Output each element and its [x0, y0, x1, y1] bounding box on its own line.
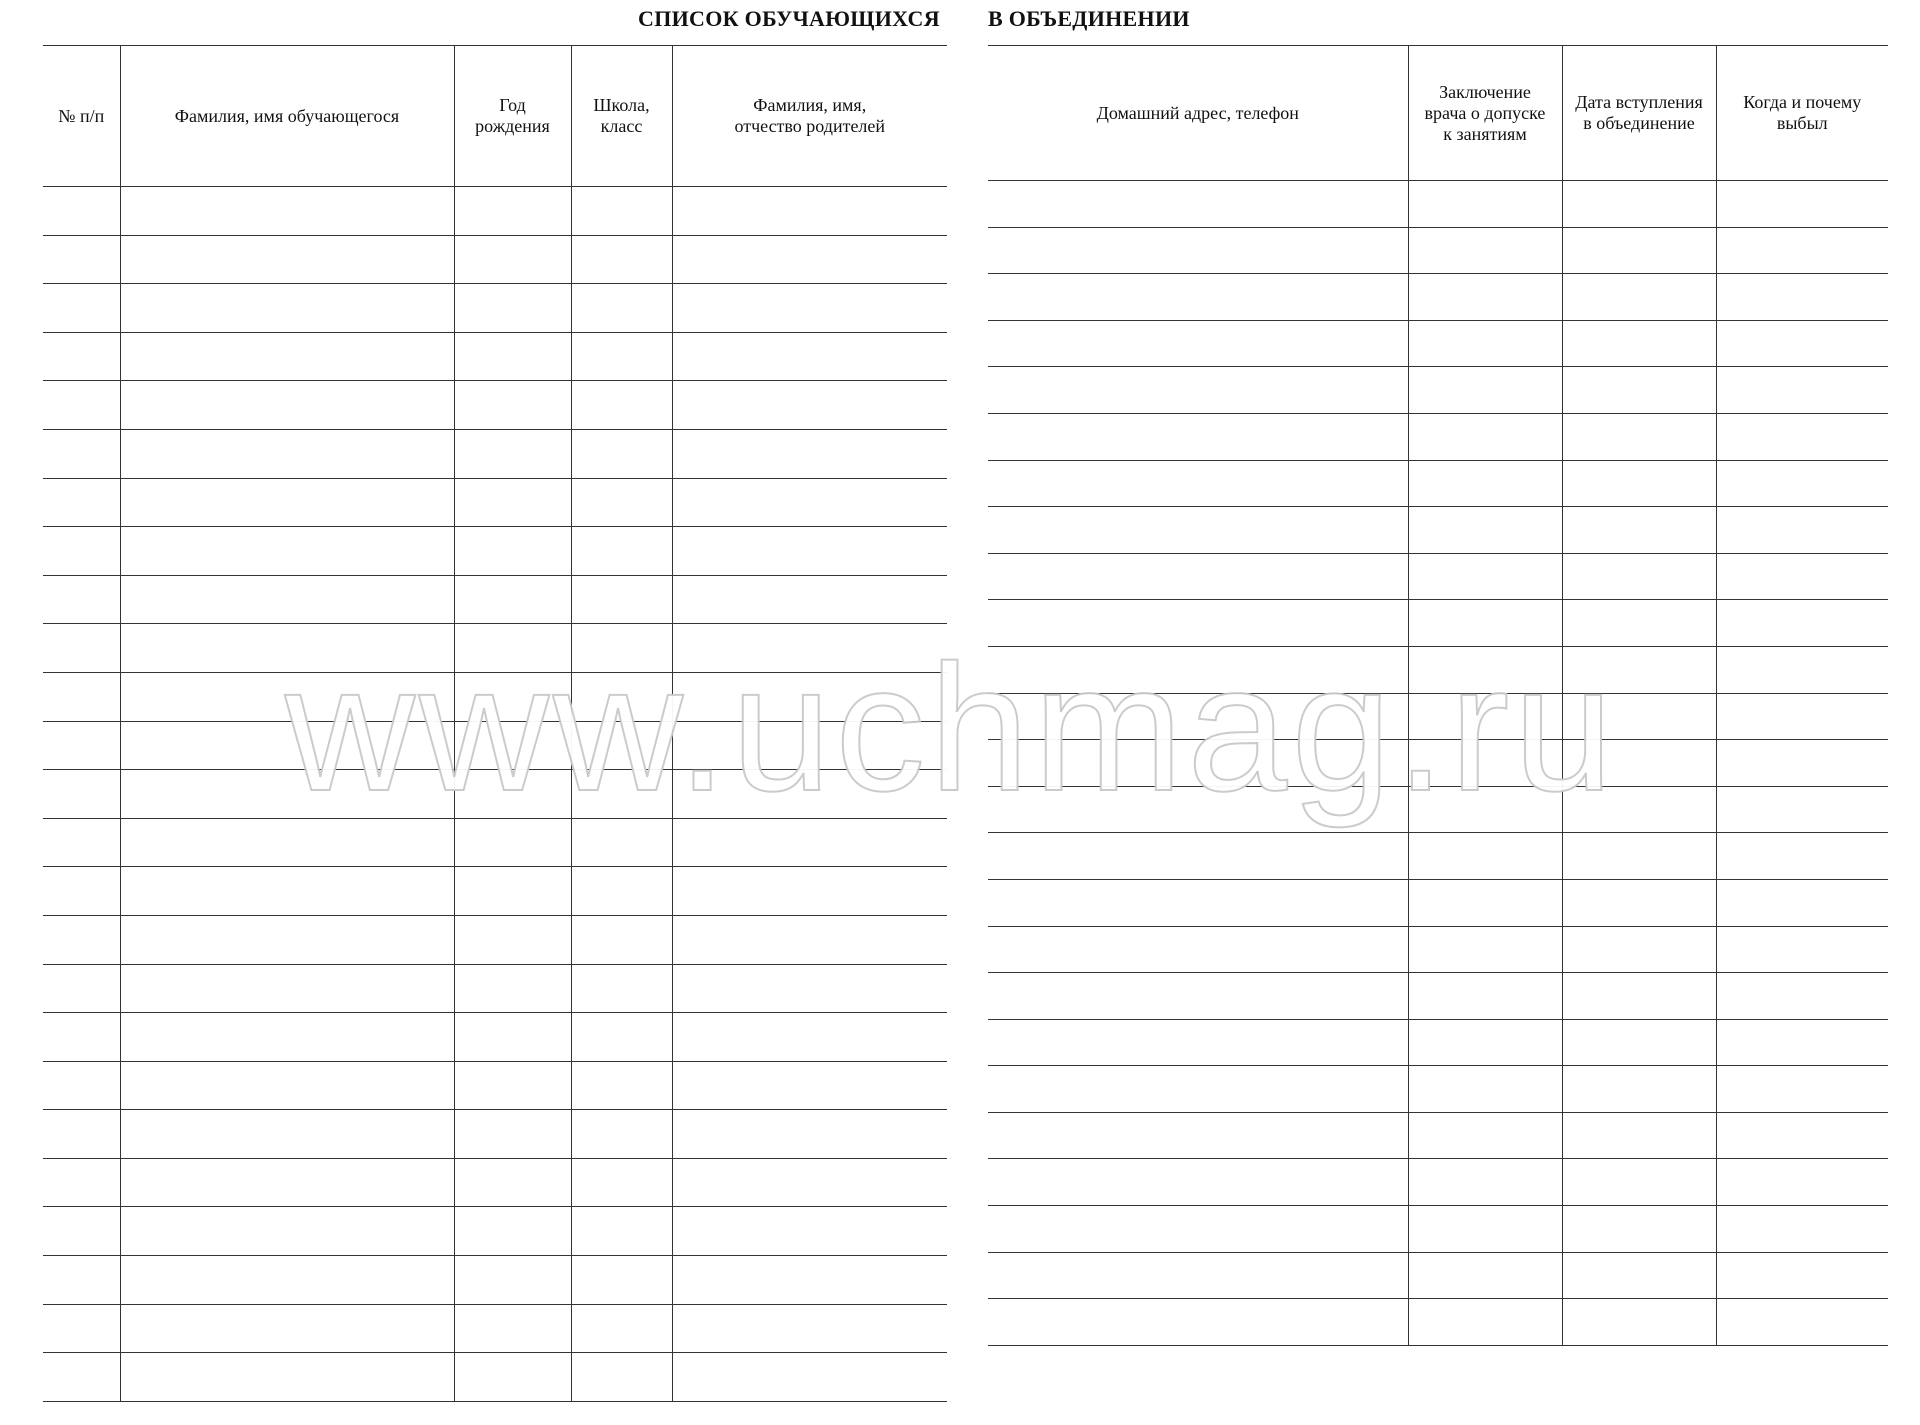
table-cell[interactable]	[571, 381, 672, 430]
table-row	[988, 553, 1888, 600]
table-cell[interactable]	[988, 1112, 1408, 1159]
table-row	[43, 1353, 947, 1402]
table-cell[interactable]	[1562, 646, 1716, 693]
table-cell[interactable]	[1562, 1299, 1716, 1346]
table-cell[interactable]	[571, 915, 672, 964]
table-cell[interactable]	[1562, 274, 1716, 321]
table-cell[interactable]	[672, 235, 947, 284]
table-cell[interactable]	[571, 1158, 672, 1207]
table-row	[43, 429, 947, 478]
table-row	[988, 973, 1888, 1020]
table-cell[interactable]	[454, 381, 571, 430]
table-row	[988, 413, 1888, 460]
table-cell[interactable]	[1562, 600, 1716, 647]
table-cell[interactable]	[1716, 1206, 1888, 1253]
table-row	[988, 227, 1888, 274]
table-cell[interactable]	[43, 1110, 120, 1159]
table-row	[43, 770, 947, 819]
table-cell[interactable]	[988, 181, 1408, 228]
table-cell[interactable]	[454, 575, 571, 624]
table-cell[interactable]	[1562, 1019, 1716, 1066]
table-cell[interactable]	[120, 575, 454, 624]
table-row	[988, 181, 1888, 228]
table-cell[interactable]	[454, 1061, 571, 1110]
table-row	[988, 274, 1888, 321]
table-cell[interactable]	[43, 332, 120, 381]
table-cell[interactable]	[1716, 1019, 1888, 1066]
table-cell[interactable]	[571, 527, 672, 576]
page-title-left: СПИСОК ОБУЧАЮЩИХСЯ	[638, 6, 940, 31]
table-row	[43, 187, 947, 236]
table-cell[interactable]	[571, 1207, 672, 1256]
table-row	[988, 786, 1888, 833]
table-cell[interactable]	[1562, 926, 1716, 973]
table-cell[interactable]	[454, 235, 571, 284]
table-cell[interactable]	[43, 235, 120, 284]
table-cell[interactable]	[988, 413, 1408, 460]
table-cell[interactable]	[1562, 786, 1716, 833]
table-row	[43, 1304, 947, 1353]
column-header-leave-reason: Когда и почему выбыл	[1716, 46, 1888, 181]
table-row	[43, 575, 947, 624]
table-cell[interactable]	[43, 187, 120, 236]
table-row	[43, 867, 947, 916]
table-cell[interactable]	[1716, 1112, 1888, 1159]
table-row	[988, 507, 1888, 554]
table-cell[interactable]	[120, 1256, 454, 1305]
table-row	[988, 1159, 1888, 1206]
table-row	[43, 284, 947, 333]
table-cell[interactable]	[571, 624, 672, 673]
table-cell[interactable]	[571, 1110, 672, 1159]
table-cell[interactable]	[988, 320, 1408, 367]
table-cell[interactable]	[1408, 833, 1562, 880]
table-row	[988, 367, 1888, 414]
table-row	[988, 1206, 1888, 1253]
table-row	[43, 1110, 947, 1159]
table-cell[interactable]	[1408, 693, 1562, 740]
table-cell[interactable]	[1562, 320, 1716, 367]
table-cell[interactable]	[672, 1158, 947, 1207]
table-row	[988, 1252, 1888, 1299]
table-cell[interactable]	[571, 332, 672, 381]
table-cell[interactable]	[1716, 879, 1888, 926]
table-cell[interactable]	[1562, 973, 1716, 1020]
table-cell[interactable]	[1562, 879, 1716, 926]
table-cell[interactable]	[672, 527, 947, 576]
table-cell[interactable]	[1716, 553, 1888, 600]
column-header-parents-name: Фамилия, имя, отчество родителей	[672, 46, 947, 187]
table-row	[988, 740, 1888, 787]
column-header-doctor-clearance: Заключение врача о допуске к занятиям	[1408, 46, 1562, 181]
table-cell[interactable]	[43, 575, 120, 624]
table-cell[interactable]	[988, 740, 1408, 787]
table-cell[interactable]	[43, 1256, 120, 1305]
table-cell[interactable]	[43, 1061, 120, 1110]
table-cell[interactable]	[571, 1061, 672, 1110]
table-cell[interactable]	[672, 818, 947, 867]
table-cell[interactable]	[43, 284, 120, 333]
table-cell[interactable]	[1408, 460, 1562, 507]
table-row	[43, 624, 947, 673]
table-cell[interactable]	[672, 478, 947, 527]
column-header-student-name: Фамилия, имя обучающегося	[120, 46, 454, 187]
table-row	[43, 721, 947, 770]
table-cell[interactable]	[43, 624, 120, 673]
table-cell[interactable]	[1408, 181, 1562, 228]
table-cell[interactable]	[120, 624, 454, 673]
table-cell[interactable]	[454, 1353, 571, 1402]
table-cell[interactable]	[454, 867, 571, 916]
table-cell[interactable]	[1562, 1252, 1716, 1299]
table-cell[interactable]	[672, 915, 947, 964]
table-cell[interactable]	[1716, 1299, 1888, 1346]
table-cell[interactable]	[1408, 274, 1562, 321]
table-cell[interactable]	[1716, 646, 1888, 693]
table-cell[interactable]	[120, 915, 454, 964]
table-cell[interactable]	[672, 1013, 947, 1062]
table-cell[interactable]	[454, 964, 571, 1013]
table-cell[interactable]	[1562, 367, 1716, 414]
table-cell[interactable]	[120, 770, 454, 819]
table-cell[interactable]	[988, 1299, 1408, 1346]
table-row	[988, 1299, 1888, 1346]
table-cell[interactable]	[672, 429, 947, 478]
table-cell[interactable]	[1716, 367, 1888, 414]
table-cell[interactable]	[988, 646, 1408, 693]
table-cell[interactable]	[43, 721, 120, 770]
table-row	[43, 1061, 947, 1110]
table-cell[interactable]	[571, 575, 672, 624]
table-cell[interactable]	[1716, 1159, 1888, 1206]
table-cell[interactable]	[1408, 926, 1562, 973]
table-row	[988, 460, 1888, 507]
table-cell[interactable]	[571, 1256, 672, 1305]
table-cell[interactable]	[1408, 1159, 1562, 1206]
table-cell[interactable]	[672, 770, 947, 819]
table-cell[interactable]	[988, 1252, 1408, 1299]
table-cell[interactable]	[454, 770, 571, 819]
table-row	[43, 1013, 947, 1062]
table-cell[interactable]	[1562, 507, 1716, 554]
table-cell[interactable]	[672, 867, 947, 916]
table-row	[988, 1066, 1888, 1113]
table-cell[interactable]	[120, 527, 454, 576]
table-cell[interactable]	[1716, 600, 1888, 647]
table-cell[interactable]	[1408, 320, 1562, 367]
table-cell[interactable]	[571, 478, 672, 527]
table-cell[interactable]	[1716, 786, 1888, 833]
table-cell[interactable]	[1716, 320, 1888, 367]
table-cell[interactable]	[1408, 413, 1562, 460]
table-cell[interactable]	[454, 1158, 571, 1207]
table-cell[interactable]	[1716, 693, 1888, 740]
table-cell[interactable]	[571, 235, 672, 284]
table-row	[988, 879, 1888, 926]
table-cell[interactable]	[1408, 973, 1562, 1020]
table-cell[interactable]	[571, 429, 672, 478]
table-cell[interactable]	[1562, 1206, 1716, 1253]
table-cell[interactable]	[988, 1066, 1408, 1113]
table-cell[interactable]	[988, 973, 1408, 1020]
table-row	[43, 964, 947, 1013]
table-cell[interactable]	[1716, 1252, 1888, 1299]
table-cell[interactable]	[571, 187, 672, 236]
table-cell[interactable]	[120, 1207, 454, 1256]
table-cell[interactable]	[120, 187, 454, 236]
table-cell[interactable]	[571, 770, 672, 819]
table-row	[43, 1158, 947, 1207]
table-cell[interactable]	[43, 1013, 120, 1062]
table-cell[interactable]	[120, 867, 454, 916]
table-cell[interactable]	[1408, 879, 1562, 926]
table-cell[interactable]	[988, 833, 1408, 880]
table-cell[interactable]	[1716, 926, 1888, 973]
table-cell[interactable]	[1408, 367, 1562, 414]
table-cell[interactable]	[571, 818, 672, 867]
table-cell[interactable]	[571, 1353, 672, 1402]
table-cell[interactable]	[43, 770, 120, 819]
table-cell[interactable]	[120, 1061, 454, 1110]
table-row	[988, 320, 1888, 367]
table-cell[interactable]	[988, 786, 1408, 833]
table-cell[interactable]	[120, 721, 454, 770]
table-cell[interactable]	[672, 721, 947, 770]
page-title-right: В ОБЪЕДИНЕНИИ	[988, 6, 1190, 31]
table-cell[interactable]	[672, 332, 947, 381]
table-cell[interactable]	[43, 964, 120, 1013]
table-cell[interactable]	[120, 381, 454, 430]
table-cell[interactable]	[120, 478, 454, 527]
table-cell[interactable]	[1716, 833, 1888, 880]
table-cell[interactable]	[454, 818, 571, 867]
table-cell[interactable]	[672, 1353, 947, 1402]
table-cell[interactable]	[120, 332, 454, 381]
table-cell[interactable]	[454, 915, 571, 964]
table-cell[interactable]	[43, 915, 120, 964]
table-row	[988, 1112, 1888, 1159]
table-cell[interactable]	[672, 381, 947, 430]
table-cell[interactable]	[1408, 1299, 1562, 1346]
table-row	[43, 818, 947, 867]
table-cell[interactable]	[43, 1353, 120, 1402]
table-cell[interactable]	[988, 274, 1408, 321]
table-cell[interactable]	[1408, 1206, 1562, 1253]
column-header-number: № п/п	[43, 46, 120, 187]
table-cell[interactable]	[1408, 227, 1562, 274]
table-cell[interactable]	[43, 818, 120, 867]
table-cell[interactable]	[672, 284, 947, 333]
table-cell[interactable]	[1562, 460, 1716, 507]
table-cell[interactable]	[571, 1304, 672, 1353]
table-cell[interactable]	[1562, 740, 1716, 787]
table-cell[interactable]	[120, 964, 454, 1013]
table-cell[interactable]	[120, 284, 454, 333]
table-cell[interactable]	[1562, 693, 1716, 740]
table-row	[43, 672, 947, 721]
table-row	[43, 381, 947, 430]
table-cell[interactable]	[454, 672, 571, 721]
table-row	[43, 478, 947, 527]
table-cell[interactable]	[1562, 1066, 1716, 1113]
table-cell[interactable]	[1716, 507, 1888, 554]
table-cell[interactable]	[1716, 740, 1888, 787]
table-row	[988, 1019, 1888, 1066]
table-cell[interactable]	[988, 693, 1408, 740]
table-cell[interactable]	[43, 867, 120, 916]
table-cell[interactable]	[571, 672, 672, 721]
table-cell[interactable]	[43, 429, 120, 478]
table-cell[interactable]	[672, 575, 947, 624]
column-header-home-address: Домашний адрес, телефон	[988, 46, 1408, 181]
table-cell[interactable]	[1408, 786, 1562, 833]
table-cell[interactable]	[454, 1256, 571, 1305]
students-details-table	[988, 45, 1888, 1346]
table-cell[interactable]	[988, 926, 1408, 973]
table-row	[988, 926, 1888, 973]
table-cell[interactable]	[672, 1207, 947, 1256]
table-cell[interactable]	[672, 187, 947, 236]
table-row	[43, 527, 947, 576]
table-cell[interactable]	[988, 1019, 1408, 1066]
table-cell[interactable]	[454, 1013, 571, 1062]
table-cell[interactable]	[672, 1304, 947, 1353]
watermark-text: www.uchmag.ru	[285, 628, 1618, 829]
table-cell[interactable]	[571, 284, 672, 333]
table-cell[interactable]	[454, 1304, 571, 1353]
table-cell[interactable]	[1562, 1112, 1716, 1159]
table-cell[interactable]	[672, 1061, 947, 1110]
table-cell[interactable]	[1408, 1019, 1562, 1066]
table-cell[interactable]	[120, 429, 454, 478]
table-cell[interactable]	[1716, 227, 1888, 274]
table-cell[interactable]	[1716, 274, 1888, 321]
table-cell[interactable]	[454, 1110, 571, 1159]
table-row	[43, 1256, 947, 1305]
table-row	[988, 693, 1888, 740]
table-cell[interactable]	[1408, 600, 1562, 647]
table-cell[interactable]	[1562, 227, 1716, 274]
table-cell[interactable]	[571, 867, 672, 916]
table-cell[interactable]	[1716, 1066, 1888, 1113]
column-header-join-date: Дата вступления в объединение	[1562, 46, 1716, 181]
table-cell[interactable]	[672, 672, 947, 721]
table-row	[988, 646, 1888, 693]
table-cell[interactable]	[454, 527, 571, 576]
table-cell[interactable]	[1562, 181, 1716, 228]
table-cell[interactable]	[120, 1110, 454, 1159]
table-cell[interactable]	[1408, 740, 1562, 787]
table-cell[interactable]	[120, 1353, 454, 1402]
table-cell[interactable]	[988, 1159, 1408, 1206]
table-cell[interactable]	[571, 964, 672, 1013]
table-cell[interactable]	[120, 1304, 454, 1353]
table-cell[interactable]	[454, 478, 571, 527]
students-list-table	[43, 45, 947, 1402]
table-cell[interactable]	[1716, 413, 1888, 460]
table-cell[interactable]	[454, 624, 571, 673]
table-cell[interactable]	[988, 879, 1408, 926]
table-cell[interactable]	[120, 235, 454, 284]
table-cell[interactable]	[1716, 460, 1888, 507]
table-row	[988, 600, 1888, 647]
table-cell[interactable]	[1716, 181, 1888, 228]
table-cell[interactable]	[571, 721, 672, 770]
table-cell[interactable]	[43, 478, 120, 527]
table-cell[interactable]	[672, 1110, 947, 1159]
table-cell[interactable]	[1562, 1159, 1716, 1206]
table-cell[interactable]	[120, 1158, 454, 1207]
table-cell[interactable]	[1562, 413, 1716, 460]
table-cell[interactable]	[988, 460, 1408, 507]
table-cell[interactable]	[1408, 507, 1562, 554]
table-cell[interactable]	[988, 227, 1408, 274]
table-cell[interactable]	[672, 624, 947, 673]
column-header-birth-year: Год рождения	[454, 46, 571, 187]
table-row	[988, 833, 1888, 880]
table-cell[interactable]	[1562, 833, 1716, 880]
table-cell[interactable]	[43, 381, 120, 430]
column-header-school-class: Школа, класс	[571, 46, 672, 187]
table-cell[interactable]	[120, 818, 454, 867]
table-cell[interactable]	[1408, 646, 1562, 693]
table-cell[interactable]	[672, 964, 947, 1013]
table-cell[interactable]	[1408, 1066, 1562, 1113]
table-cell[interactable]	[988, 1206, 1408, 1253]
table-cell[interactable]	[988, 507, 1408, 554]
table-cell[interactable]	[120, 672, 454, 721]
table-cell[interactable]	[1408, 553, 1562, 600]
table-cell[interactable]	[1562, 553, 1716, 600]
table-cell[interactable]	[571, 1013, 672, 1062]
table-cell[interactable]	[672, 1256, 947, 1305]
table-cell[interactable]	[43, 1158, 120, 1207]
table-cell[interactable]	[43, 527, 120, 576]
table-cell[interactable]	[988, 553, 1408, 600]
table-cell[interactable]	[988, 600, 1408, 647]
table-cell[interactable]	[454, 429, 571, 478]
table-cell[interactable]	[454, 187, 571, 236]
table-row	[43, 235, 947, 284]
table-cell[interactable]	[454, 1207, 571, 1256]
table-cell[interactable]	[43, 1207, 120, 1256]
table-cell[interactable]	[988, 367, 1408, 414]
table-cell[interactable]	[1716, 973, 1888, 1020]
table-cell[interactable]	[43, 1304, 120, 1353]
table-row	[43, 1207, 947, 1256]
table-cell[interactable]	[454, 332, 571, 381]
table-cell[interactable]	[1408, 1112, 1562, 1159]
table-row	[43, 915, 947, 964]
table-cell[interactable]	[43, 672, 120, 721]
table-cell[interactable]	[1408, 1252, 1562, 1299]
table-cell[interactable]	[454, 284, 571, 333]
table-row	[43, 332, 947, 381]
table-cell[interactable]	[454, 721, 571, 770]
table-cell[interactable]	[120, 1013, 454, 1062]
